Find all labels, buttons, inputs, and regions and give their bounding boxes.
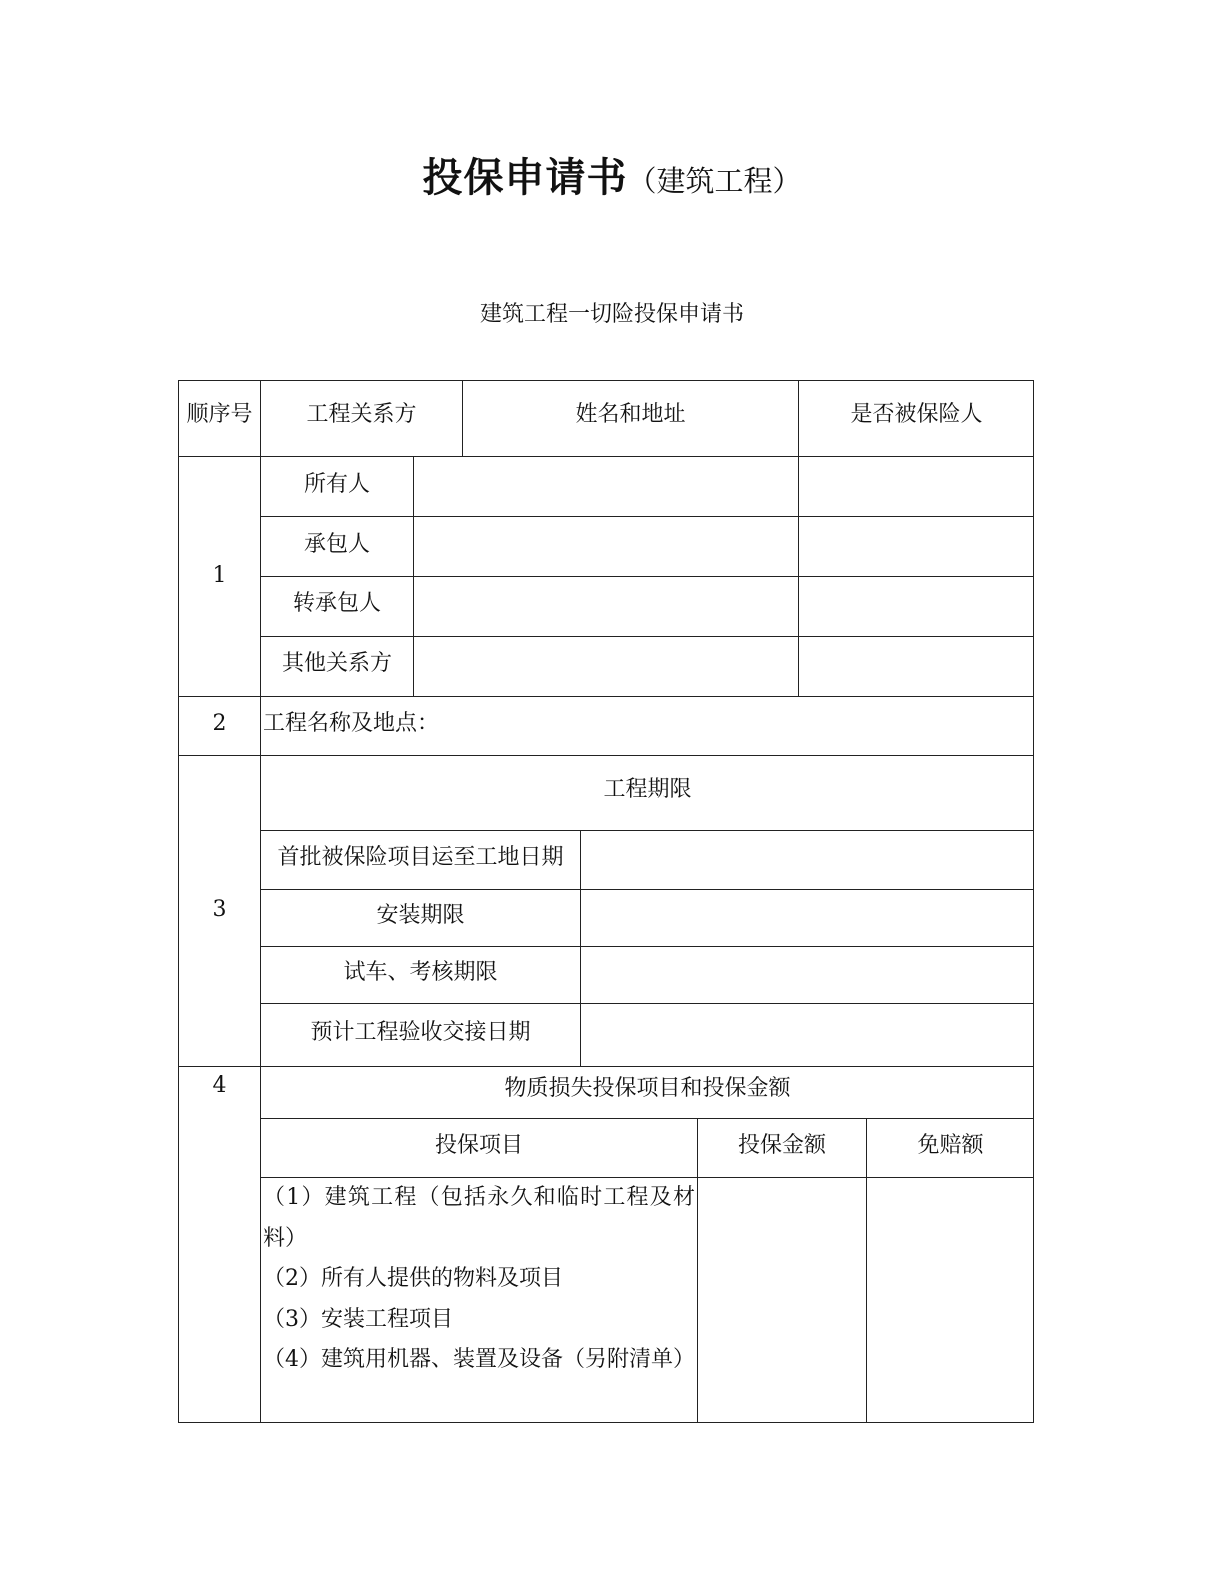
col-deductible: 免赔额 — [917, 1133, 984, 1158]
title-sub: （建筑工程） — [627, 164, 802, 198]
period-installation: 安装期限 — [376, 903, 465, 928]
period-first-delivery: 首批被保险项目运至工地日期 — [277, 845, 564, 870]
section4-seq: 4 — [212, 1073, 227, 1098]
insured-item: （1）建筑工程（包括永久和临时工程及材料） — [263, 1185, 695, 1251]
title-main: 投保申请书 — [422, 155, 628, 201]
row-divider — [261, 516, 1034, 517]
material-damage-heading: 物质损失投保项目和投保金额 — [504, 1076, 791, 1101]
header-name-address: 姓名和地址 — [575, 402, 686, 427]
party-contractor: 承包人 — [303, 532, 370, 557]
party-other: 其他关系方 — [281, 651, 392, 676]
header-party: 工程关系方 — [306, 402, 417, 427]
row-divider — [178, 755, 1034, 756]
section1-seq: 1 — [212, 563, 227, 588]
row-divider — [178, 456, 1034, 457]
insured-item: （4）建筑用机器、装置及设备（另附清单） — [263, 1347, 695, 1372]
form-subtitle: 建筑工程一切险投保申请书 — [479, 302, 744, 327]
col-insured-item: 投保项目 — [434, 1133, 523, 1158]
row-divider — [178, 1066, 1034, 1067]
party-subcontractor: 转承包人 — [292, 591, 381, 616]
document-title — [0, 146, 1224, 203]
period-test-run: 试车、考核期限 — [343, 960, 498, 985]
section2-seq: 2 — [212, 711, 227, 736]
row-divider — [261, 1118, 1034, 1119]
row-divider — [261, 830, 1034, 831]
section3-seq: 3 — [212, 897, 227, 922]
header-seq: 顺序号 — [186, 402, 253, 427]
column-divider — [413, 456, 414, 696]
insured-item: （3）安装工程项目 — [263, 1306, 453, 1332]
column-divider — [580, 830, 581, 1066]
col-insured-amount: 投保金额 — [737, 1133, 826, 1158]
project-name-location-label: 工程名称及地点： — [263, 711, 440, 736]
row-divider — [261, 946, 1034, 947]
header-insured: 是否被保险人 — [850, 402, 983, 427]
party-owner: 所有人 — [303, 472, 370, 497]
row-divider — [261, 576, 1034, 577]
row-divider — [261, 1003, 1034, 1004]
period-acceptance: 预计工程验收交接日期 — [310, 1020, 531, 1045]
row-divider — [261, 636, 1034, 637]
insured-item: （2）所有人提供的物料及项目 — [263, 1266, 563, 1291]
column-divider — [866, 1118, 867, 1423]
row-divider — [261, 889, 1034, 890]
project-period-heading: 工程期限 — [603, 777, 692, 802]
insured-items-list — [263, 1178, 695, 1381]
row-divider — [178, 696, 1034, 697]
column-divider — [697, 1118, 698, 1423]
